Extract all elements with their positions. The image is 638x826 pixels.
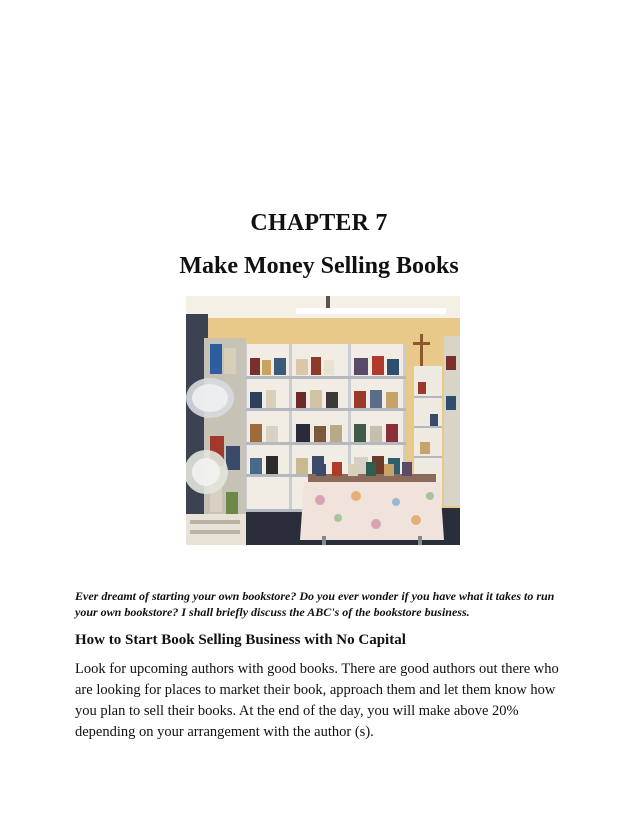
intro-paragraph: Ever dreamt of starting your own bookstore? Do you ever wonder if you have what it takes to run your own bookstore? I shall briefly discuss the ABC's of the bookstore business. [75, 589, 555, 619]
chapter-number: CHAPTER 7 [250, 210, 388, 236]
chapter-title: Make Money Selling Books [179, 253, 459, 279]
section-heading: How to Start Book Selling Business with No Capital [75, 632, 406, 648]
bookstore-photo [186, 296, 460, 545]
body-paragraph: Look for upcoming authors with good books. There are good authors out there who are looking for places to market their book, approach them and let them know how you plan to sell their books. At the end of the day, you will make above 20% depending on your arrangement with the author (s). [75, 661, 559, 740]
display-table [300, 462, 444, 545]
